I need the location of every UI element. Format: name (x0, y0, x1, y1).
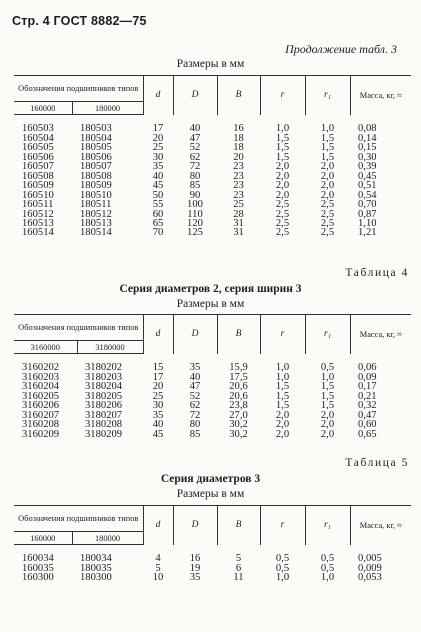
cell-d: 30 (152, 151, 164, 163)
cell-D: 47 (189, 381, 201, 393)
cell-d: 40 (152, 170, 164, 182)
table-row (14, 191, 411, 200)
cell-type1: 160510 (22, 189, 54, 201)
table-number-4: Таблица 4 (345, 267, 409, 279)
cell-B: 28 (233, 208, 244, 220)
cell-d: 30 (152, 400, 164, 412)
table-row (14, 564, 411, 573)
cell-r1: 1,0 (320, 572, 335, 584)
cell-type2: 180504 (80, 132, 112, 144)
cell-type2: 180511 (80, 199, 112, 211)
col-header-d: d (143, 76, 173, 115)
cell-type1: 160505 (22, 142, 54, 154)
cell-r1: 1,5 (320, 381, 335, 393)
cell-r: 1,5 (275, 132, 290, 144)
cell-type1: 3160204 (22, 381, 60, 393)
cell-mass: 0,06 (358, 362, 377, 374)
cell-D: 72 (189, 409, 201, 421)
cell-mass: 0,54 (358, 189, 377, 201)
cell-d: 45 (152, 428, 164, 440)
cell-B: 25 (233, 199, 244, 211)
cell-D: 90 (189, 189, 201, 201)
cell-type2: 180035 (80, 562, 112, 574)
col-header-d: d (143, 315, 173, 354)
table-row (14, 554, 411, 563)
cell-type2: 3180209 (85, 428, 123, 440)
table-number-5: Таблица 5 (345, 457, 409, 469)
cell-r: 1,0 (275, 362, 290, 374)
cell-type1: 160300 (22, 572, 54, 584)
cell-B: 23 (233, 170, 244, 182)
cell-d: 70 (152, 227, 164, 239)
cell-r1: 2,5 (320, 208, 335, 220)
cell-r: 1,5 (275, 381, 290, 393)
cell-r1: 0,5 (320, 562, 335, 574)
cell-d: 50 (152, 189, 164, 201)
cell-D: 80 (189, 419, 201, 431)
col-header-D: D (173, 76, 217, 115)
cell-type1: 160034 (22, 553, 54, 565)
col-header-mass: Масса, кг, ≈ (350, 506, 411, 545)
cell-mass: 1,10 (358, 217, 377, 229)
cell-B: 16 (233, 123, 244, 135)
series-title-2: Серия диаметров 2, серия ширин 3 (119, 283, 302, 295)
col-header-B: B (217, 315, 260, 354)
col-header-r: r (260, 506, 305, 545)
cell-type2: 180507 (80, 161, 112, 173)
cell-type1: 160504 (22, 132, 54, 144)
cell-type1: 160514 (22, 227, 54, 239)
cell-mass: 0,15 (358, 142, 377, 154)
cell-d: 25 (152, 390, 164, 402)
cell-type1: 3160205 (22, 390, 60, 402)
cell-B: 27,0 (229, 409, 248, 421)
cell-D: 52 (189, 142, 201, 154)
cell-r: 2,0 (275, 170, 290, 182)
col-header-D: D (173, 506, 217, 545)
cell-r1: 0,5 (320, 362, 335, 374)
cell-r: 1,5 (275, 390, 290, 402)
table-row (14, 573, 411, 582)
cell-type1: 160511 (22, 199, 54, 211)
cell-B: 18 (233, 142, 244, 154)
cell-type2: 180513 (80, 217, 112, 229)
cell-d: 10 (152, 572, 164, 584)
type-header-2: 180000 (72, 102, 143, 115)
cell-r1: 2,5 (320, 217, 335, 229)
table-row (14, 200, 411, 209)
cell-type1: 160508 (22, 170, 54, 182)
cell-d: 65 (152, 217, 164, 229)
cell-type2: 180503 (80, 123, 112, 135)
cell-r: 1,5 (275, 142, 290, 154)
cell-type2: 3180205 (85, 390, 123, 402)
cell-type1: 3160207 (22, 409, 60, 421)
col-header-mass: Масса, кг, ≈ (350, 76, 411, 115)
cell-r: 2,0 (275, 189, 290, 201)
cell-r1: 1,0 (320, 123, 335, 135)
cell-type2: 3180207 (85, 409, 123, 421)
cell-r1: 1,5 (320, 142, 335, 154)
cell-mass: 0,21 (358, 390, 377, 402)
col-header-B: B (217, 76, 260, 115)
cell-mass: 0,51 (358, 180, 377, 192)
cell-d: 40 (152, 419, 164, 431)
cell-D: 125 (187, 227, 203, 239)
table-row (14, 172, 411, 181)
col-header-r: r (260, 315, 305, 354)
cell-type2: 180505 (80, 142, 112, 154)
cell-type2: 180512 (80, 208, 112, 220)
cell-B: 15,9 (229, 362, 248, 374)
cell-D: 40 (189, 123, 201, 135)
table-row (14, 124, 411, 133)
cell-B: 31 (233, 217, 244, 229)
cell-mass: 1,21 (358, 227, 377, 239)
cell-mass: 0,009 (358, 562, 382, 574)
cell-B: 20,6 (229, 390, 248, 402)
table-row (14, 420, 411, 429)
cell-type2: 3180206 (85, 400, 123, 412)
type-header-1: 160000 (14, 532, 72, 545)
cell-type1: 160506 (22, 151, 54, 163)
cell-r1: 2,0 (320, 419, 335, 431)
cell-d: 35 (152, 409, 164, 421)
cell-r1: 2,5 (320, 199, 335, 211)
continuation-label: Продолжение табл. 3 (285, 42, 397, 56)
table-row (14, 210, 411, 219)
cell-mass: 0,17 (358, 381, 377, 393)
cell-r1: 1,5 (320, 151, 335, 163)
units-caption-3: Размеры в мм (176, 488, 245, 500)
cell-r: 1,5 (275, 151, 290, 163)
cell-r: 2,5 (275, 227, 290, 239)
cell-type2: 180514 (80, 227, 112, 239)
cell-d: 17 (152, 123, 164, 135)
cell-B: 30,2 (229, 419, 248, 431)
cell-type2: 180506 (80, 151, 112, 163)
cell-mass: 0,14 (358, 132, 377, 144)
cell-r: 2,5 (275, 217, 290, 229)
table-row (14, 143, 411, 152)
table-row (14, 373, 411, 382)
cell-r: 1,0 (275, 123, 290, 135)
table-row (14, 411, 411, 420)
cell-r1: 0,5 (320, 553, 335, 565)
bearing-types-header: Обозначения подшипников типов (14, 315, 143, 341)
cell-D: 47 (189, 132, 201, 144)
cell-d: 45 (152, 180, 164, 192)
cell-type1: 3160203 (22, 371, 60, 383)
cell-B: 20 (233, 151, 244, 163)
cell-type1: 160513 (22, 217, 54, 229)
cell-mass: 0,09 (358, 371, 377, 383)
cell-type1: 3160202 (22, 362, 60, 374)
type-header-2: 180000 (72, 532, 143, 545)
cell-d: 35 (152, 161, 164, 173)
table-row (14, 363, 411, 372)
cell-mass: 0,45 (358, 170, 377, 182)
col-header-mass: Масса, кг, ≈ (350, 315, 411, 354)
cell-d: 60 (152, 208, 164, 220)
cell-mass: 0,60 (358, 419, 377, 431)
cell-r1: 1,5 (320, 400, 335, 412)
dimensions-table-3-continued (14, 75, 411, 238)
cell-type1: 3160209 (22, 428, 60, 440)
cell-type2: 180034 (80, 553, 112, 565)
cell-B: 23,8 (229, 400, 248, 412)
col-header-r1: r₁ (305, 76, 350, 115)
cell-r1: 2,0 (320, 161, 335, 173)
table-row (14, 228, 411, 237)
table-row (14, 401, 411, 410)
cell-d: 20 (152, 132, 164, 144)
cell-D: 110 (187, 208, 203, 220)
table-row (14, 181, 411, 190)
bearing-types-header: Обозначения подшипников типов (14, 506, 143, 532)
cell-D: 19 (189, 562, 201, 574)
cell-mass: 0,70 (358, 199, 377, 211)
cell-type2: 3180208 (85, 419, 123, 431)
dimensions-table-5 (14, 505, 411, 583)
cell-type2: 180510 (80, 189, 112, 201)
cell-type1: 160503 (22, 123, 54, 135)
cell-r1: 2,0 (320, 170, 335, 182)
cell-r1: 2,0 (320, 428, 335, 440)
cell-d: 5 (155, 562, 161, 574)
cell-r1: 2,0 (320, 180, 335, 192)
cell-D: 72 (189, 161, 201, 173)
cell-D: 35 (189, 572, 201, 584)
cell-r: 2,0 (275, 419, 290, 431)
cell-D: 62 (189, 400, 201, 412)
cell-r1: 1,0 (320, 371, 335, 383)
cell-D: 85 (189, 180, 201, 192)
cell-r: 2,5 (275, 208, 290, 220)
table-row (14, 153, 411, 162)
cell-r: 2,0 (275, 409, 290, 421)
cell-r1: 1,5 (320, 132, 335, 144)
bearing-types-header: Обозначения подшипников типов (14, 76, 143, 102)
col-header-d: d (143, 506, 173, 545)
cell-D: 85 (189, 428, 201, 440)
cell-D: 52 (189, 390, 201, 402)
cell-r: 0,5 (275, 553, 290, 565)
cell-r: 1,0 (275, 371, 290, 383)
cell-type2: 3180204 (85, 381, 123, 393)
type-header-2: 3180000 (77, 341, 143, 354)
cell-type2: 180509 (80, 180, 112, 192)
cell-B: 11 (233, 572, 244, 584)
cell-d: 4 (155, 553, 161, 565)
cell-d: 20 (152, 381, 164, 393)
col-header-r1: r₁ (305, 506, 350, 545)
cell-D: 35 (189, 362, 201, 374)
dimensions-table-4 (14, 314, 411, 439)
cell-r: 0,5 (275, 562, 290, 574)
units-caption-2: Размеры в мм (176, 298, 245, 310)
col-header-D: D (173, 315, 217, 354)
cell-r: 2,5 (275, 199, 290, 211)
cell-D: 120 (187, 217, 203, 229)
cell-B: 6 (235, 562, 242, 574)
cell-r1: 2,5 (320, 227, 335, 239)
cell-B: 17,5 (229, 371, 248, 383)
page-header: Стр. 4 ГОСТ 8882—75 (12, 14, 147, 28)
col-header-r: r (260, 76, 305, 115)
cell-mass: 0,87 (358, 208, 377, 220)
table-row (14, 382, 411, 391)
cell-mass: 0,39 (358, 161, 377, 173)
cell-B: 23 (233, 189, 244, 201)
cell-mass: 0,32 (358, 400, 377, 412)
cell-B: 31 (233, 227, 244, 239)
cell-mass: 0,08 (358, 123, 377, 135)
cell-d: 17 (152, 371, 164, 383)
cell-B: 5 (235, 553, 242, 565)
cell-type1: 160507 (22, 161, 54, 173)
table-row (14, 430, 411, 439)
cell-B: 18 (233, 132, 244, 144)
cell-D: 62 (189, 151, 201, 163)
cell-B: 20,6 (229, 381, 248, 393)
cell-d: 25 (152, 142, 164, 154)
cell-mass: 0,005 (358, 553, 382, 565)
units-caption-1: Размеры в мм (176, 58, 245, 70)
cell-type1: 160512 (22, 208, 54, 220)
cell-r: 2,0 (275, 428, 290, 440)
cell-type1: 3160206 (22, 400, 60, 412)
cell-type2: 180300 (80, 572, 112, 584)
cell-r: 1,0 (275, 572, 290, 584)
cell-type2: 3180202 (85, 362, 123, 374)
cell-r1: 1,5 (320, 390, 335, 402)
col-header-B: B (217, 506, 260, 545)
cell-type1: 3160208 (22, 419, 60, 431)
cell-type2: 3180203 (85, 371, 123, 383)
table-row (14, 162, 411, 171)
cell-d: 55 (152, 199, 164, 211)
table-row (14, 392, 411, 401)
cell-D: 40 (189, 371, 201, 383)
cell-type1: 160509 (22, 180, 54, 192)
col-header-r1: r₁ (305, 315, 350, 354)
cell-d: 15 (152, 362, 164, 374)
cell-D: 16 (189, 553, 201, 565)
cell-mass: 0,65 (358, 428, 377, 440)
cell-type1: 160035 (22, 562, 54, 574)
cell-mass: 0,30 (358, 151, 377, 163)
cell-r: 2,0 (275, 161, 290, 173)
cell-B: 23 (233, 161, 244, 173)
cell-mass: 0,053 (358, 572, 382, 584)
type-header-1: 3160000 (14, 341, 77, 354)
cell-D: 80 (189, 170, 201, 182)
cell-D: 100 (187, 199, 203, 211)
cell-B: 23 (233, 180, 244, 192)
series-title-3: Серия диаметров 3 (160, 473, 261, 485)
type-header-1: 160000 (14, 102, 72, 115)
cell-mass: 0,47 (358, 409, 377, 421)
cell-type2: 180508 (80, 170, 112, 182)
cell-B: 30,2 (229, 428, 248, 440)
cell-r1: 2,0 (320, 189, 335, 201)
table-row (14, 219, 411, 228)
table-row (14, 134, 411, 143)
cell-r1: 2,0 (320, 409, 335, 421)
cell-r: 2,0 (275, 180, 290, 192)
cell-r: 1,5 (275, 400, 290, 412)
